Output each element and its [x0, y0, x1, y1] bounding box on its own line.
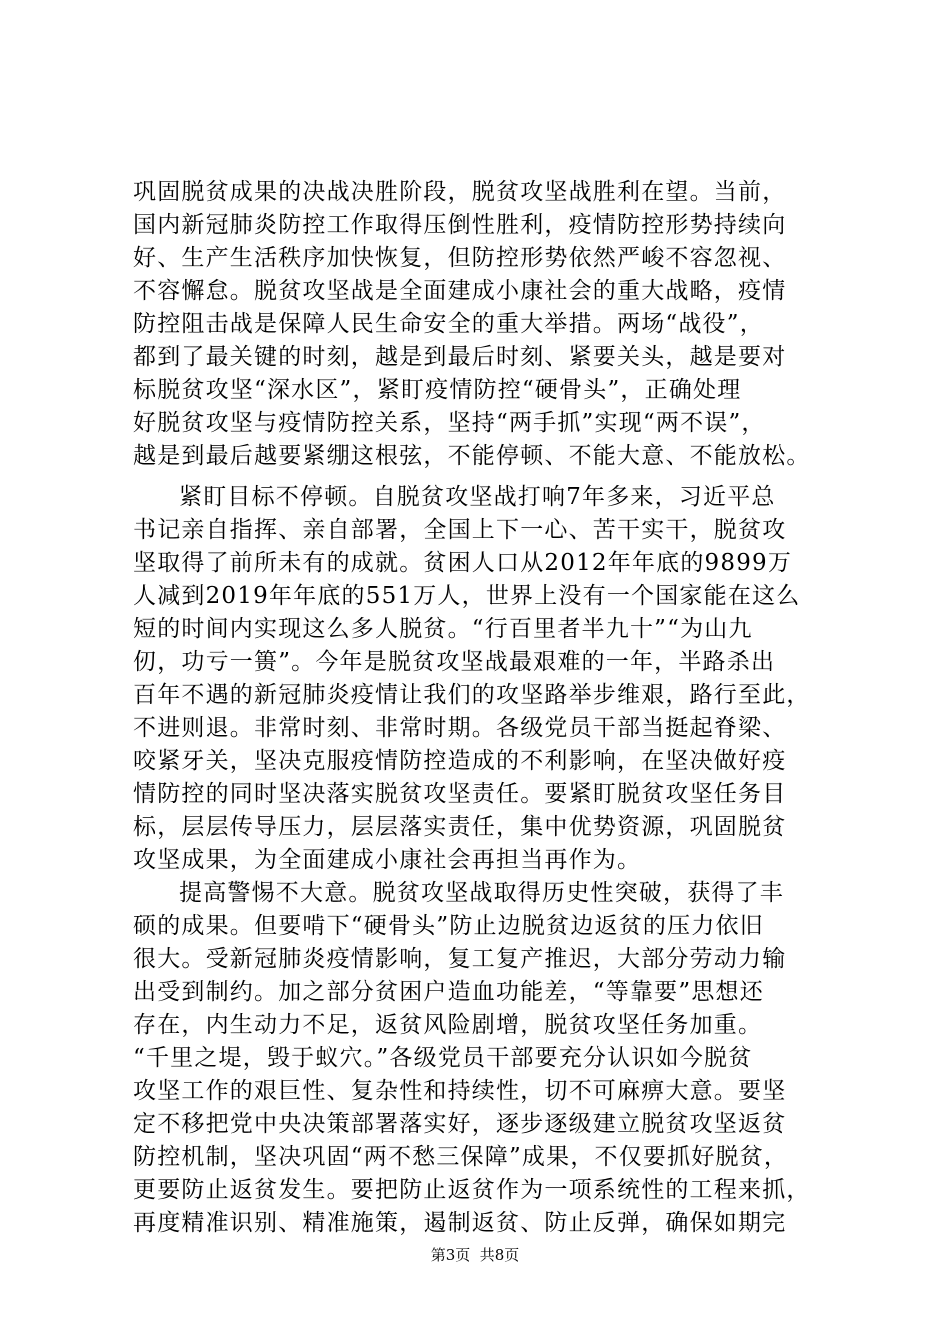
paragraph-1-line-5: 防控阻击战是保障人民生命安全的重大举措。两场“战役”， — [133, 311, 764, 337]
paragraph-3-line-4: 出受到制约。加之部分贫困户造血功能差，“等靠要”思想还 — [133, 979, 764, 1005]
paragraph-1-line-7: 标脱贫攻坚“深水区”，紧盯疫情防控“硬骨头”，正确处理 — [133, 377, 742, 403]
page-number-footer: 第3页 共8页 — [430, 1246, 520, 1264]
paragraph-1-line-8: 好脱贫攻坚与疫情防控关系，坚持“两手抓”实现“两不误”， — [133, 410, 766, 436]
paragraph-3-line-1: 提高警惕不大意。脱贫攻坚战取得历史性突破，获得了丰 — [179, 880, 784, 906]
paragraph-2-line-10: 情防控的同时坚决落实脱贫攻坚责任。要紧盯脱贫攻坚任务目 — [133, 781, 787, 807]
paragraph-1-line-9: 越是到最后越要紧绷这根弦，不能停顿、不能大意、不能放松。 — [133, 443, 811, 469]
paragraph-3-line-11: 再度精准识别、精准施策，遏制返贫、防止反弹，确保如期完 — [133, 1210, 787, 1236]
paragraph-2-line-3: 坚取得了前所未有的成就。贫困人口从2012年年底的9899万 — [133, 550, 793, 576]
paragraph-3-line-6: “千里之堤，毁于蚁穴。”各级党员干部要充分认识如今脱贫 — [133, 1045, 753, 1071]
paragraph-3-line-10: 更要防止返贫发生。要把防止返贫作为一项系统性的工程来抓， — [133, 1177, 811, 1203]
paragraph-2-line-1: 紧盯目标不停顿。自脱贫攻坚战打响7年多来，习近平总 — [179, 484, 776, 510]
paragraph-2-line-4: 人减到2019年年底的551万人，世界上没有一个国家能在这么 — [133, 583, 801, 609]
paragraph-3-line-5: 存在，内生动力不足，返贫风险剧增，脱贫攻坚任务加重。 — [133, 1012, 763, 1038]
paragraph-2-line-5: 短的时间内实现这么多人脱贫。“行百里者半九十”“为山九 — [133, 616, 753, 642]
paragraph-1-line-3: 好、生产生活秩序加快恢复，但防控形势依然严峻不容忽视、 — [133, 245, 787, 271]
paragraph-2-line-8: 不进则退。非常时刻、非常时期。各级党员干部当挺起脊梁、 — [133, 715, 787, 741]
paragraph-2-line-11: 标，层层传导压力，层层落实责任，集中优势资源，巩固脱贫 — [133, 814, 787, 840]
paragraph-2-line-2: 书记亲自指挥、亲自部署，全国上下一心、苦干实干，脱贫攻 — [133, 517, 787, 543]
paragraph-3-line-3: 很大。受新冠肺炎疫情影响，复工复产推迟，大部分劳动力输 — [133, 946, 787, 972]
paragraph-2-line-6: 仞，功亏一篑”。今年是脱贫攻坚战最艰难的一年，半路杀出 — [133, 649, 776, 675]
paragraph-2-line-12: 攻坚成果，为全面建成小康社会再担当再作为。 — [133, 847, 642, 873]
paragraph-3-line-2: 硕的成果。但要啃下“硬骨头”防止边脱贫边返贫的压力依旧 — [133, 913, 764, 939]
paragraph-1-line-6: 都到了最关键的时刻，越是到最后时刻、紧要关头，越是要对 — [133, 344, 787, 370]
paragraph-2-line-9: 咬紧牙关，坚决克服疫情防控造成的不利影响，在坚决做好疫 — [133, 748, 787, 774]
paragraph-2-line-7: 百年不遇的新冠肺炎疫情让我们的攻坚路举步维艰，路行至此， — [133, 682, 811, 708]
paragraph-1-line-2: 国内新冠肺炎防控工作取得压倒性胜利，疫情防控形势持续向 — [133, 212, 787, 238]
paragraph-1-line-4: 不容懈怠。脱贫攻坚战是全面建成小康社会的重大战略，疫情 — [133, 278, 787, 304]
paragraph-3-line-9: 防控机制，坚决巩固“两不愁三保障”成果，不仅要抓好脱贫， — [133, 1144, 789, 1170]
paragraph-3-line-8: 定不移把党中央决策部署落实好，逐步逐级建立脱贫攻坚返贫 — [133, 1111, 787, 1137]
paragraph-3-line-7: 攻坚工作的艰巨性、复杂性和持续性，切不可麻痹大意。要坚 — [133, 1078, 787, 1104]
paragraph-1-line-1: 巩固脱贫成果的决战决胜阶段，脱贫攻坚战胜利在望。当前， — [133, 179, 787, 205]
